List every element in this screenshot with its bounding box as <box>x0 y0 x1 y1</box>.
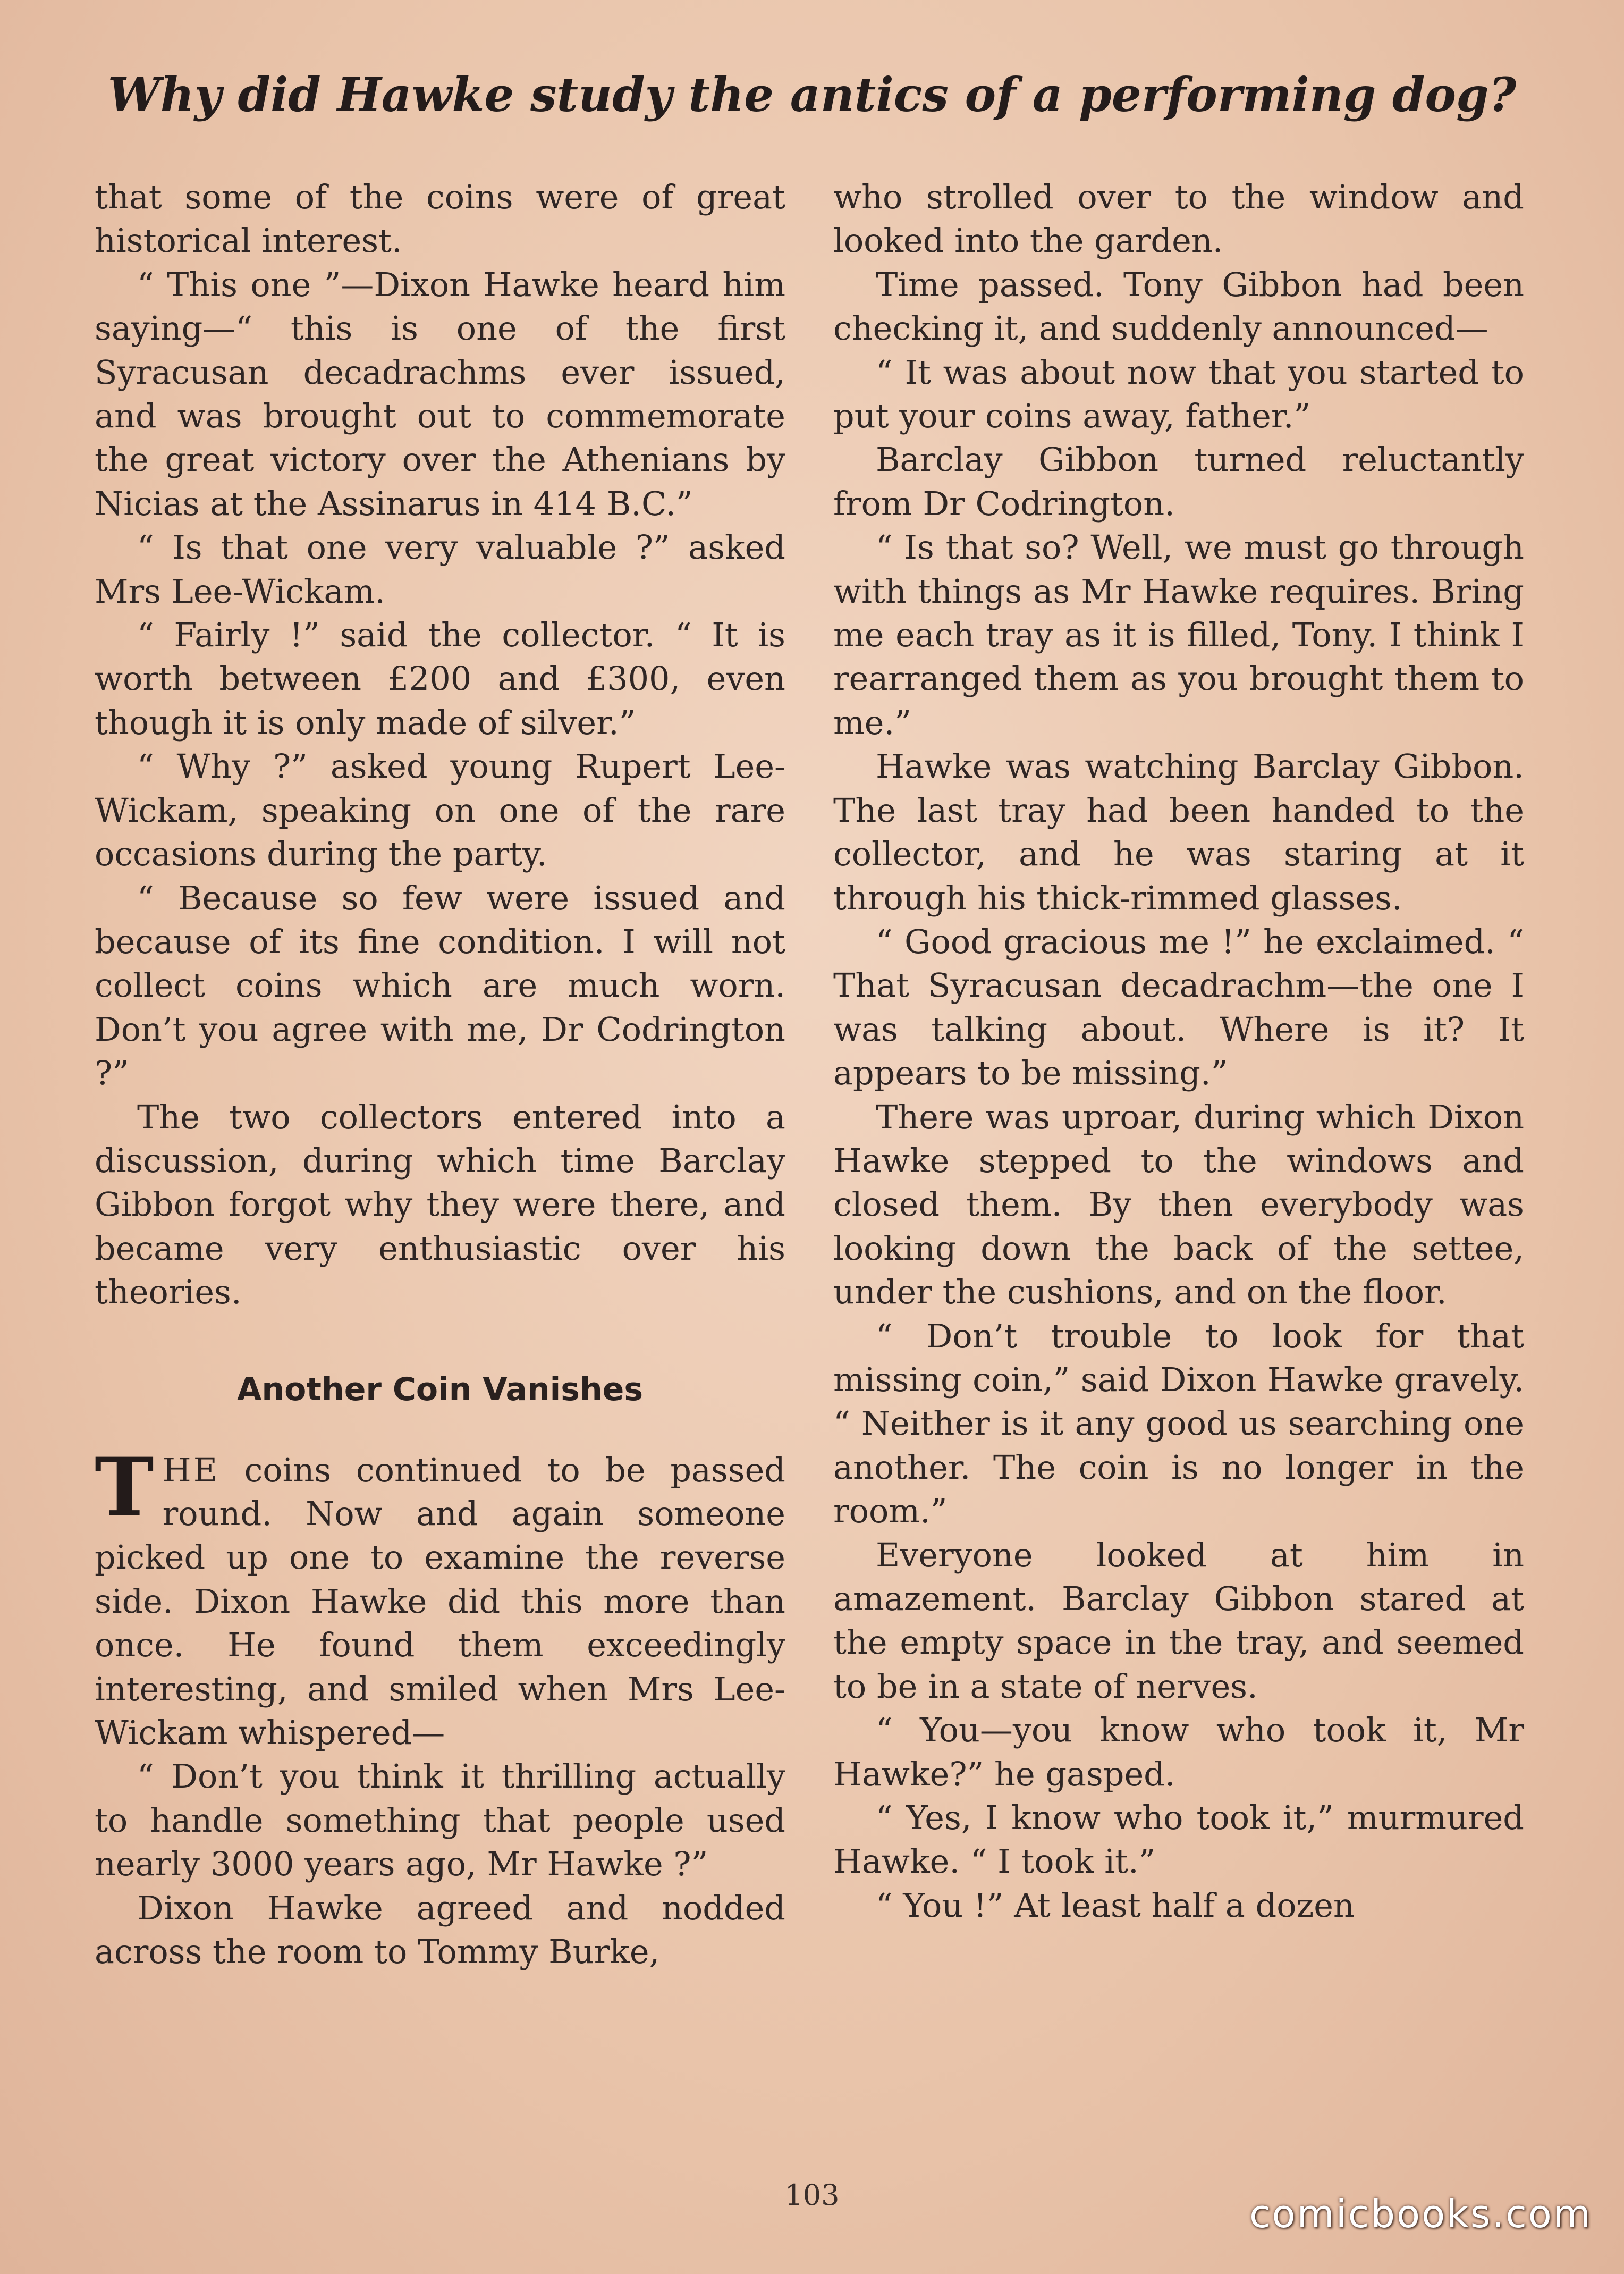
paragraph: Time passed. Tony Gibbon had been checking it, and suddenly announced— <box>833 265 1524 348</box>
paragraph: Hawke was watching Barclay Gibbon. The last tray had been handed to the collector, and he was staring at it through his thick-rimmed glasses. <box>833 747 1524 917</box>
paragraph-with-drop-cap <box>95 1440 785 1755</box>
paragraph: Everyone looked at him in amazement. Barclay Gibbon stared at the empty space in the tray, and seemed to be in a state of nerves. <box>833 1535 1524 1706</box>
paragraph: that some of the coins were of great historical interest. <box>95 178 785 260</box>
paragraph: “ Don’t you think it thrilling actually to handle something that people used nearly 3000 years ago, Mr Hawke ?” <box>95 1757 785 1884</box>
page-number: 103 <box>784 2178 840 2212</box>
right-text-column <box>833 175 1524 1927</box>
drop-cap: T <box>95 1440 154 1534</box>
paragraph-text: coins continued to be passed round. Now and again someone picked up one to examine the reverse side. Dixon Hawke did this more than once. He found them exceedingly interesting, and smiled when Mrs Lee-Wickam whispered— <box>95 1450 785 1752</box>
left-text-column <box>95 175 785 1974</box>
paragraph: “ Fairly !” said the collector. “ It is worth between £200 and £300, even though it is only made of silver.” <box>95 616 785 742</box>
paragraph: There was uproar, during which Dixon Hawke stepped to the windows and closed them. By then everybody was looking down the back of the settee, under the cushions, and on the floor. <box>833 1097 1524 1312</box>
paragraph: Dixon Hawke agreed and nodded across the room to Tommy Burke, <box>95 1888 785 1972</box>
paragraph: who strolled over to the window and looked into the garden. <box>833 178 1524 260</box>
paragraph: “ Because so few were issued and because of its fine condition. I will not collect coins which are much worn. Don’t you agree with me, Dr Codrington ?” <box>95 878 785 1093</box>
page-header-title: Why did Hawke study the antics of a performing dog? <box>107 67 1517 122</box>
site-watermark: comicbooks.com <box>1249 2192 1592 2236</box>
paragraph: “ Is that so? Well, we must go through with things as Mr Hawke requires. Bring me each tray as it is filled, Tony. I think I rearranged them as you brought them to me.” <box>833 528 1524 742</box>
section-subheading: Another Coin Vanishes <box>236 1370 644 1408</box>
paragraph: “ Good gracious me !” he exclaimed. “ That Syracusan decadrachm—the one I was talking about. Where is it? It appears to be missing.” <box>833 922 1524 1093</box>
paragraph: The two collectors entered into a discussion, during which time Barclay Gibbon forgot why they were there, and became very enthusiastic over his theories. <box>95 1097 785 1312</box>
paragraph: “ You—you know who took it, Mr Hawke?” he gasped. <box>833 1711 1524 1793</box>
paragraph: “ Why ?” asked young Rupert Lee-Wickam, speaking on one of the rare occasions during the party. <box>95 747 785 874</box>
paragraph: “ You !” At least half a dozen <box>876 1885 1355 1925</box>
paragraph: “ This one ”—Dixon Hawke heard him saying—“ this is one of the first Syracusan decadrachms ever issued, and was brought out to commemorate the great victory over the Athenians by Nicias at the Assinarus in 414 B.C.” <box>95 265 785 523</box>
paragraph: “ Yes, I know who took it,” murmured Hawke. “ I took it.” <box>833 1798 1524 1881</box>
paragraph: “ Don’t trouble to look for that missing coin,” said Dixon Hawke gravely. “ Neither is it any good us searching one another. The coin is no longer in the room.” <box>833 1316 1524 1531</box>
drop-cap-lead: HE <box>162 1450 219 1489</box>
paragraph: “ It was about now that you started to put your coins away, father.” <box>833 352 1524 436</box>
paragraph: Barclay Gibbon turned reluctantly from Dr Codrington. <box>833 440 1524 523</box>
paragraph: “ Is that one very valuable ?” asked Mrs Lee-Wickam. <box>95 528 785 611</box>
